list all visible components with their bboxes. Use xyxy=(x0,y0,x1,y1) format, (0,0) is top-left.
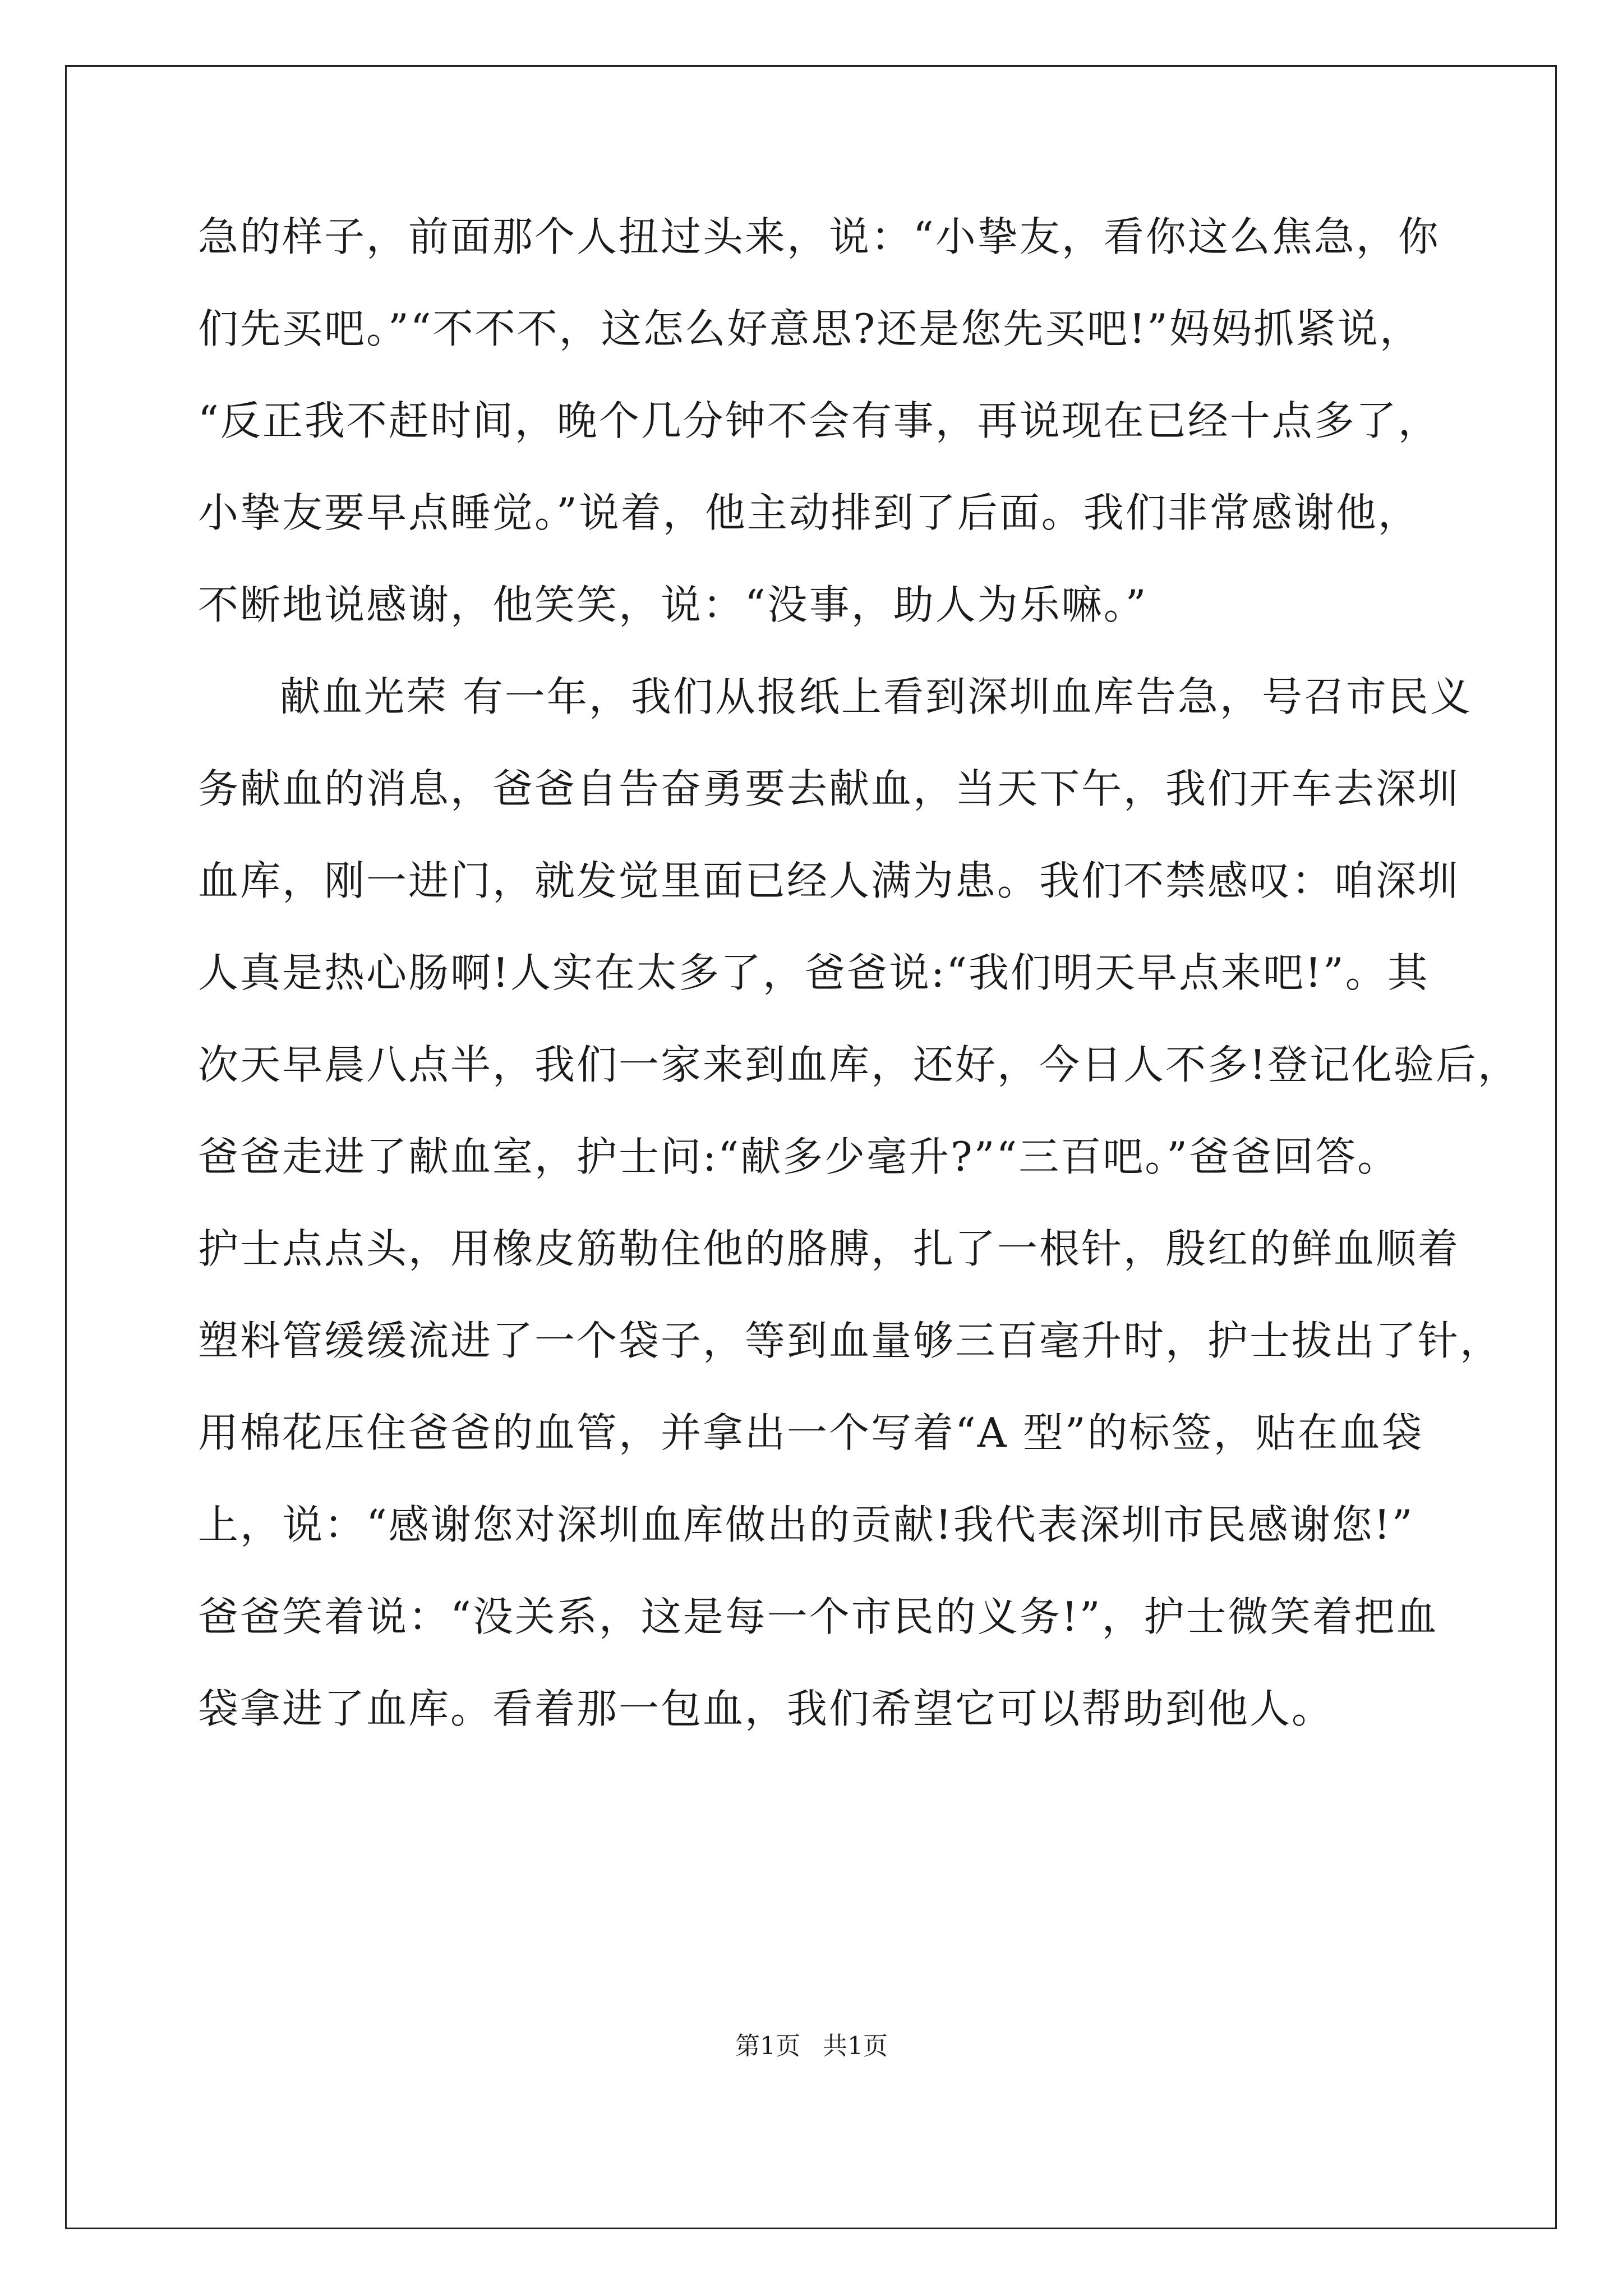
text-line: 小挚友要早点睡觉。”说着，他主动排到了后面。我们非常感谢他， xyxy=(198,489,1420,536)
text-line: 塑料管缓缓流进了一个袋子，等到血量够三百毫升时，护士拔出了针， xyxy=(198,1317,1502,1364)
text-line: 袋拿进了血库。看着那一包血，我们希望它可以帮助到他人。 xyxy=(198,1685,1334,1732)
text-line: 护士点点头，用橡皮筋勒住他的胳膊，扎了一根针，殷红的鲜血顺着 xyxy=(198,1225,1460,1272)
text-line: 们先买吧。”“不不不，这怎么好意思?还是您先买吧!”妈妈抓紧说， xyxy=(198,305,1422,352)
text-line: 用棉花压住爸爸的血管，并拿出一个写着“A 型”的标签，贴在血袋 xyxy=(198,1409,1424,1456)
text-line: “反正我不赶时间，晚个几分钟不会有事，再说现在已经十点多了， xyxy=(198,397,1440,444)
document-body xyxy=(198,209,1520,1773)
text-line: 上，说：“感谢您对深圳血库做出的贡献!我代表深圳市民感谢您!” xyxy=(198,1501,1414,1548)
text-line: 务献血的消息，爸爸自告奋勇要去献血，当天下午，我们开车去深圳 xyxy=(198,765,1460,812)
text-line: 爸爸走进了献血室，护士问:“献多少毫升?”“三百吧。”爸爸回答。 xyxy=(198,1133,1400,1180)
paragraph-start-line: 献血光荣 有一年，我们从报纸上看到深圳血库告急，号召市民义 xyxy=(280,673,1472,720)
page-number: 第1页 xyxy=(735,2032,800,2060)
text-line: 不断地说感谢，他笑笑，说：“没事，助人为乐嘛。” xyxy=(198,581,1148,628)
text-line: 急的样子，前面那个人扭过头来，说：“小挚友，看你这么焦急，你 xyxy=(198,213,1440,260)
text-line: 血库，刚一进门，就发觉里面已经人满为患。我们不禁感叹：咱深圳 xyxy=(198,857,1460,904)
text-line: 爸爸笑着说：“没关系，这是每一个市民的义务!”，护士微笑着把血 xyxy=(198,1593,1438,1640)
page-total: 共1页 xyxy=(823,2032,888,2060)
text-line: 次天早晨八点半，我们一家来到血库，还好，今日人不多!登记化验后， xyxy=(198,1041,1520,1088)
text-line: 人真是热心肠啊!人实在太多了，爸爸说:“我们明天早点来吧!”。其 xyxy=(198,949,1430,996)
page-footer xyxy=(0,2030,1623,2063)
